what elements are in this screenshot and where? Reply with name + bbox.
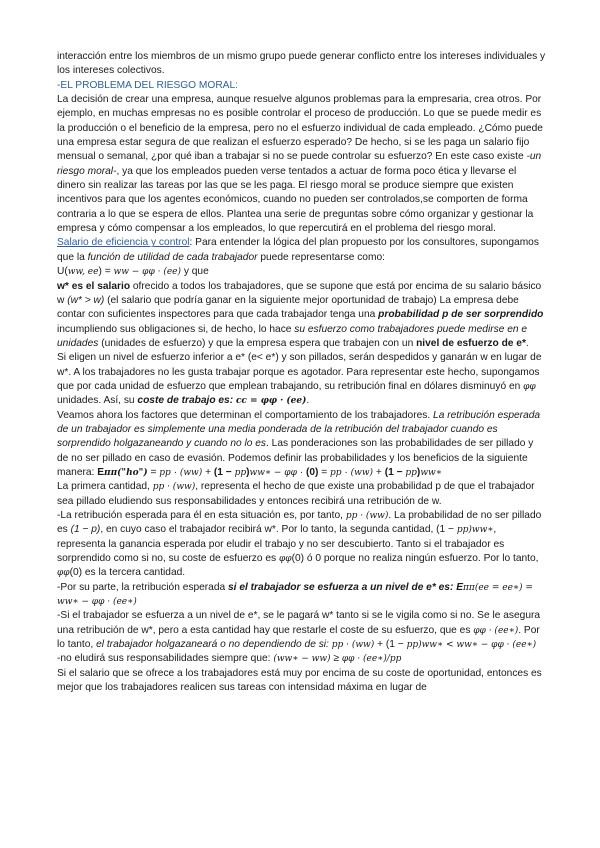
p-vigila-run-1: φφ · (ee∗) (473, 625, 519, 636)
p-salario-alto-run-0: Si el salario que se ofrece a los trabajadores está muy por encima de su coste de oportunidad, entonces es mejor que los trabajadores realicen sus tareas con intensidad máxima en lugar de (57, 667, 542, 694)
p-retribucion-cero-run-8: (0) ó 0 porque no realiza ningún esfuerzo. Por lo tanto, (291, 553, 539, 565)
p-esfuerza (57, 581, 547, 610)
p-retribucion-esperada-run-10: (1 − (213, 466, 235, 478)
p-no-eludira-run-0: -no eludirá sus responsabilidades siempre que: (57, 653, 274, 665)
formula-utilidad (57, 265, 547, 279)
p-w-star-run-8: nivel de esfuerzo de e* (416, 337, 526, 349)
p-salario-eficiencia-run-0[interactable]: Salario de eficiencia y control (57, 237, 190, 249)
p-primera-cantidad-run-0: La primera cantidad, (57, 481, 153, 493)
p-w-star-run-4: probabilidad p de ser sorprendido (378, 309, 544, 321)
p-w-star-run-6: su esfuerzo como trabajadores puede medirse en e unidades (57, 323, 528, 349)
p-retribucion-esperada-run-24: ww∗ (420, 467, 442, 478)
p-retribucion-cero-run-5: pp)ww∗ (456, 525, 494, 536)
p-retribucion-esperada-run-14: · (296, 466, 306, 478)
p-no-eludira-run-3: φφ · (ee∗)/pp (341, 654, 402, 665)
p-retribucion-esperada-run-21: (1 − (384, 466, 406, 478)
p-retribucion-esperada-run-17: pp (330, 467, 342, 478)
p-retribucion-cero-run-6: , representa la ganancia esperada por eludir el trabajo y no ser descubierto. Tanto si el trabajador es sorprendido como si no, su coste de esfuerzo es (57, 524, 505, 565)
p-w-star-run-2: (w* > w) (67, 294, 105, 306)
p-decision (57, 93, 547, 236)
p-retribucion-esperada-run-7: · (170, 466, 180, 478)
p-w-star-run-1: ofrecido a todos los trabajadores, que se supone que está por encima de su salario básico w (57, 280, 542, 306)
p-retribucion-esperada-run-11: pp (234, 467, 247, 478)
p-retribucion-esperada-run-5: = (147, 466, 160, 478)
p-primera-cantidad (57, 480, 547, 509)
p-vigila-run-6: pp)ww∗ < ww∗ − φφ · (ee∗) (406, 640, 537, 651)
p-retribucion-esperada-run-20: + (373, 466, 385, 478)
p-vigila-run-3: el trabajador holgazaneará o no dependiendo de si: (96, 639, 332, 651)
formula-utilidad-run-2: ) = (98, 266, 114, 278)
p-no-eludira-run-2: ≥ (330, 653, 342, 665)
p-retribucion-cero-run-3: (1 − p) (70, 524, 101, 536)
p-nivel-esfuerzo-run-3: coste de trabajo es: (137, 395, 236, 407)
p-retribucion-esperada-run-2: . Las ponderaciones son las probabilidades de ser pillado y de no ser pillado en caso de evasión. Podemos definir las probabilidades y los beneficios de la siguiente manera: (57, 438, 534, 478)
p-salario-eficiencia-run-3: puede representarse como: (257, 251, 385, 263)
p-no-eludira-run-1: (ww∗ − ww) (273, 654, 331, 665)
p-retribucion-cero-run-7: φφ (278, 554, 292, 565)
document-page (57, 50, 547, 695)
p-salario-eficiencia (57, 236, 547, 265)
formula-utilidad-run-4: y que (181, 266, 209, 278)
formula-utilidad-run-1: ww, ee (67, 267, 99, 278)
heading-riesgo-moral-run-0: -EL PROBLEMA DEL RIESGO MORAL: (57, 79, 238, 91)
p-retribucion-esperada-run-18: · (341, 466, 351, 478)
p-w-star-run-3: (el salario que podría ganar en la siguiente mejor oportunidad de trabajo) La empresa debe contar con suficientes inspectores para que cada trabajador tenga una (57, 294, 519, 321)
p-retribucion-esperada-run-12: ) (246, 466, 250, 478)
p-retribucion-esperada-run-15: (0) (305, 466, 319, 478)
p-nivel-esfuerzo (57, 351, 547, 408)
p-w-star-run-0: w* es el salario (57, 280, 131, 292)
p-w-star-run-7: (unidades de esfuerzo) y que la empresa espera que trabajen con un (98, 337, 417, 349)
p-esfuerza-run-0: -Por su parte, la retribución esperada (57, 581, 229, 593)
p-retribucion-cero-run-4: , en cuyo caso el trabajador recibirá w*. Por lo tanto, la segunda cantidad, (1 − (100, 524, 457, 536)
p-vigila-run-2: . Por lo tanto, (57, 624, 540, 651)
p-intro (57, 50, 547, 79)
p-nivel-esfuerzo-run-5: . (306, 395, 310, 407)
p-decision-run-1: -un riesgo moral- (57, 151, 542, 177)
p-vigila-run-5: + (1 − (374, 639, 407, 651)
p-decision-run-0: La decisión de crear una empresa, aunque resuelve algunos problemas para la empresaria, crea otros. Por ejemplo, en muchas empresas no es posible controlar el proceso de producción. Lo que se puede medir es la producción o el beneficio de la empresa, pero no el esfuerzo individual de cada empleado. ¿Cómo puede una empresa estar segura de que realizan el esfuerzo esperado? De hecho, si se les paga un salario fijo mensual o semanal, ¿por qué iban a trabajar si no se puede controlar su esfuerzo? En este caso existe (57, 94, 543, 163)
p-retribucion-esperada-run-6: pp (159, 467, 171, 478)
p-retribucion-cero-run-0: -La retribución esperada para él en esta situación es, por tanto, (57, 510, 346, 521)
p-retribucion-cero (57, 509, 547, 581)
p-primera-cantidad-run-1: pp · (ww) (152, 482, 196, 493)
p-salario-eficiencia-run-1: : Para entender la lógica del plan propuesto por los consultores, supongamos que la (57, 237, 539, 263)
p-decision-run-2: , ya que los empleados pueden verse tentados a actuar de forma poco ética y llevarse el dinero sin realizar las tareas por las que se les paga. El riesgo moral se produce siempre que existen incentivos para que los agentes económicos, cuando no pueden ser controlados,se comporten de forma contraria a lo que se espera de ellos. Plantea una serie de preguntas sobre cómo organizar y gestionar la empresa y cómo compensar a los empleados, lo que repercutirá en el problema del riesgo moral. (57, 165, 534, 235)
p-retribucion-esperada-run-4: ππ("ho") (104, 467, 148, 478)
p-salario-alto (57, 667, 547, 696)
p-salario-eficiencia-run-2: función de utilidad de cada trabajador (87, 251, 258, 263)
p-retribucion-esperada-run-3: E (97, 466, 104, 478)
formula-utilidad-run-3: ww − φφ · (ee) (113, 267, 182, 278)
p-retribucion-esperada-run-0: Veamos ahora los factores que determinan el comportamiento de los trabajadores. (57, 409, 434, 421)
p-vigila-run-4: pp · (ww) (331, 640, 375, 651)
p-retribucion-cero-run-9: φφ (57, 568, 70, 579)
p-no-eludira (57, 652, 547, 666)
p-nivel-esfuerzo-run-2: unidades. Así, su (57, 395, 138, 407)
p-nivel-esfuerzo-run-1: φφ (523, 381, 536, 392)
p-retribucion-esperada-run-9: + (202, 466, 214, 478)
p-retribucion-esperada-run-8: (ww) (179, 467, 203, 478)
p-esfuerza-run-2: ππ(ee = ee∗) = ww∗ − φφ · (ee∗) (57, 582, 533, 608)
p-nivel-esfuerzo-run-4: cc = φφ · (ee) (235, 396, 307, 407)
p-retribucion-cero-run-1: pp · (ww) (345, 511, 389, 521)
p-retribucion-esperada (57, 409, 547, 481)
p-vigila (57, 609, 547, 652)
p-w-star-run-9: . (525, 337, 529, 349)
p-primera-cantidad-run-2: , representa el hecho de que existe una probabilidad p de que el trabajador sea pillado eludiendo sus responsabilidades y entonces recibirá una retribución de w. (57, 481, 535, 507)
p-retribucion-cero-run-2: . La probabilidad de no ser pillado es (57, 510, 542, 536)
p-retribucion-esperada-run-23: ) (416, 466, 421, 478)
p-retribucion-esperada-run-16: = (318, 466, 331, 478)
p-nivel-esfuerzo-run-0: Si eligen un nivel de esfuerzo inferior a e* (e< e*) y son pillados, serán despedidos y ganarán w en lugar de w*. A los trabajadores no les gusta trabajar porque es agotador. Para representar este hecho, supongamos que por cada unidad de esfuerzo que emplean trabajando, su retribución final en dólares disminuyó en (57, 352, 542, 392)
p-vigila-run-0: -Si el trabajador se esfuerza a un nivel de e*, se le pagará w* tanto si se le vigila como si no. Se le asegura una retribución de w*, pero a esta cantidad hay que restarle el coste de su esfuerzo, que es (57, 610, 541, 636)
formula-utilidad-run-0: U( (57, 266, 68, 278)
p-retribucion-esperada-run-22: pp (405, 467, 417, 478)
p-intro-run-0: interacción entre los miembros de un mismo grupo puede generar conflicto entre los intereses individuales y los intereses colectivos. (57, 51, 546, 77)
p-retribucion-esperada-run-13: ww∗ − φφ (249, 467, 297, 478)
p-esfuerza-run-1: si el trabajador se esfuerza a un nivel de e* es: E (228, 581, 463, 593)
p-w-star-run-5: incumpliendo sus obligaciones si, de hecho, lo hace (57, 323, 295, 335)
p-retribucion-cero-run-10: (0) es la tercera cantidad. (69, 567, 186, 579)
p-retribucion-esperada-run-19: (ww) (350, 467, 374, 478)
p-w-star (57, 280, 547, 352)
heading-riesgo-moral (57, 79, 547, 93)
p-retribucion-esperada-run-1: La retribución esperada de un trabajador es simplemente una media ponderada de la retribución del trabajador cuando es sorprendido holgazaneando y cuando no lo es (57, 409, 541, 450)
